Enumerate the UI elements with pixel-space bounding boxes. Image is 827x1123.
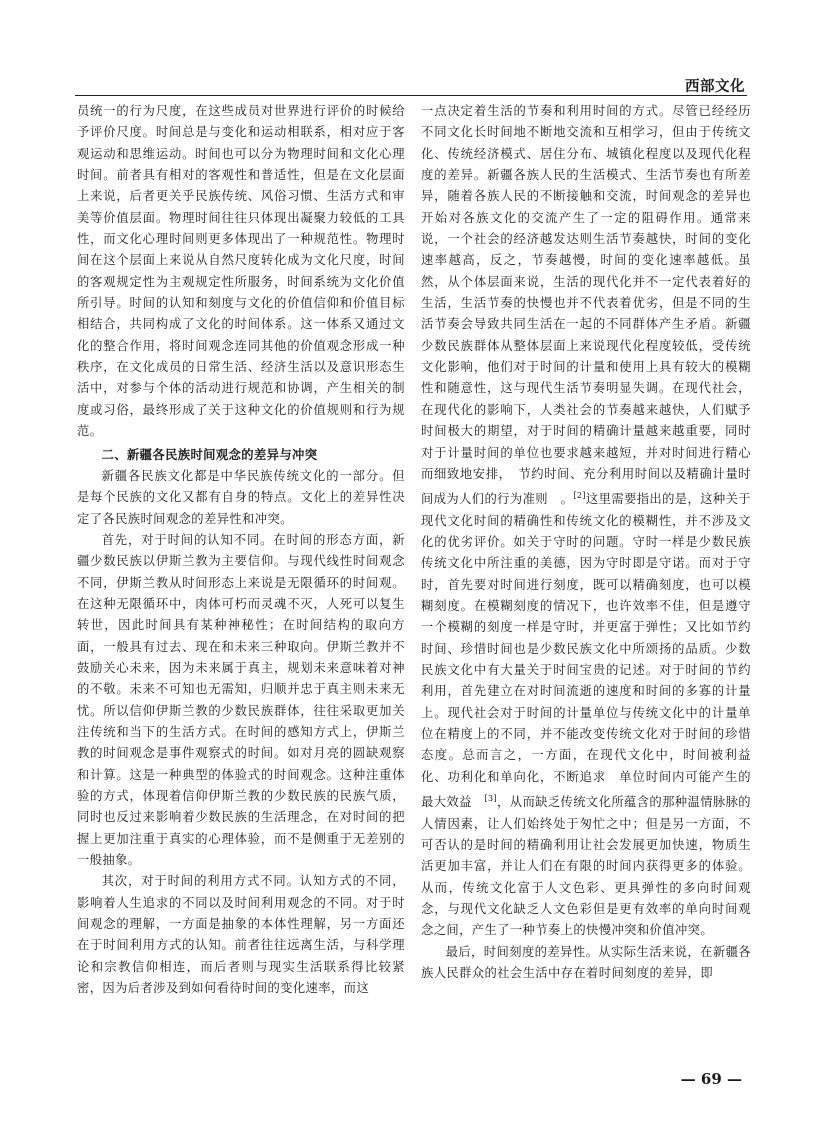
section-heading: 二、新疆各民族时间观念的差异与冲突 — [101, 447, 318, 462]
citation-2: [2] — [573, 491, 586, 501]
right-column — [421, 101, 751, 984]
paragraph: 新疆各民族文化都是中华民族传统文化的一部分。但是每个民族的文化又都有自身的特点。文化上的差异性决定了各民族时间观念的差异性和冲突。 — [77, 468, 405, 526]
paragraph-continued — [421, 101, 751, 942]
page-number: — 69 — — [680, 1070, 742, 1088]
paragraph: 首先，对于时间的认知不同。在时间的形态方面，新疆少数民族以伊斯兰教为主要信仰。与现代线性时间观念不同，伊斯兰教从时间形态上来说是无限循环的时间观。在这种无限循环中，肉体可朽而灵魂不灭，人死可以复生转世，因此时间具有某种神秘性；在时间结构的取向方面，一般具有过去、现在和未来三种取向。伊斯兰教并不鼓励关心未来，因为未来属于真主，规划未来意味着对神的不敬。未来不可知也无需知，归顺并忠于真主则未来无忧。所以信仰伊斯兰教的少数民族群体，往往采取更加关注传统和当下的生活方式。在时间的感知方式上，伊斯兰教的时间观念是事件观察式的时间。如对月亮的圆缺观察和计算。这是一种典型的体验式的时间观念。这种注重体验的方式，体现着信仰伊斯兰教的少数民族的民族气质，同时也反过来影响着少数民族的生活理念，在对时间的把握上更加注重于真实的心理体验，而不是侧重于无差别的一般抽象。 — [77, 532, 405, 868]
left-column — [77, 101, 405, 999]
paragraph-continued: 员统一的行为尺度，在这些成员对世界进行评价的时候给予评价尺度。时间总是与变化和运动相联系，相对应于客观运动和思维运动。时间也可以分为物理时间和文化心理时间。前者具有相对的客观性和普适性，但是在文化层面上来说，后者更关乎民族传统、风俗习惯、生活方式和审美等价值层面。物理时间往往只体现出凝聚力较低的工具性，而文化心理时间则更多体现出了一种规范性。物理时间在这个层面上来说从自然尺度转化成为文化尺度，时间的客观规定性为主观规定性所服务，时间系统为文化价值所引导。时间的认知和刻度与文化的价值信仰和价值目标相结合，共同构成了文化的时间体系。这一体系又通过文化的整合作用，将时间观念连同其他的价值观念形成一种秩序，在文化成员的日常生活、经济生活以及意识形态生活中，对参与个体的活动进行规范和协调，产生相关的制度或习俗，最终形成了关于这种文化的价值规则和行为规范。 — [77, 104, 405, 439]
journal-section-title: 西部文化 — [685, 79, 745, 95]
header-rule — [75, 95, 747, 96]
paragraph-text: 这里需要指出的是，这种关于现代文化时间的精确性和传统文化的模糊性，并不涉及文化的优劣评价。如关于守时的问题。守时一样是少数民族传统文化中所注重的美德，因为守时即是守诺。而对于守时，首先要对时间进行刻度，既可以精确刻度，也可以模糊刻度。在模糊刻度的情况下，也许效率不佳，但是遵守一个模糊的刻度一样是守时，并更富于弹性；又比如节约时间、珍惜时间也是少数民族文化中所颂扬的品质。少数民族文化中有大量关于时间宝贵的记述。对于时间的节约利用，首先建立在对时间流逝的速度和时间的多寡的计量上。现代社会对于时间的计量单位与传统文化中的计量单位在精度上的不同，并不能改变传统文化对于时间的珍惜态度。总而言之，一方面，在现代文化中，时间被利益化、功利化和单向化，不断追求 单位时间内可能产生的最大效益 — [421, 492, 751, 810]
paragraph: 最后，时间刻度的差异性。从实际生活来说，在新疆各族人民群众的社会生活中存在着时间刻度的差异，即 — [421, 944, 751, 980]
paragraph-text: 一点决定着生活的节奏和利用时间的方式。尽管已经经历不同文化长时间地不断地交流和互相学习，但由于传统文化、传统经济模式、居住分布、城镇化程度以及现代化程度的差异。新疆各族人民的生活模式、生活节奏也有所差异，随着各族人民的不断接触和交流，时间观念的差异也开始对各族文化的交流产生了一定的阻碍作用。通常来说，一个社会的经济越发达则生活节奏越快，时间的变化速率越高，反之，节奏越慢，时间的变化速率越低。虽然，从个体层面来说，生活的现代化并不一定代表着好的生活，生活节奏的快慢也并不代表着优劣，但是不同的生活节奏会导致共同生活在一起的不同群体产生矛盾。新疆少数民族群体从整体层面上来说现代化程度较低，受传统文化影响，他们对于时间的计量和使用上具有较大的模糊性和随意性，这与现代生活节奏明显失调。在现代社会，在现代化的影响下，人类社会的节奏越来越快，人们赋予时间极大的期望，对于时间的精确计量越来越重要，同时对于计量时间的单位也要求越来越短，并对时间进行精心而细致地安排， 节约时间、充分利用时间以及精确计量时间成为人们的行为准则 。 — [421, 104, 751, 507]
paragraph-text: ，从而缺乏传统文化所蕴含的那种温情脉脉的人情因素，让人们始终处于匆忙之中；但是另一方面，不可否认的是时间的精确利用让社会发展更加快速，物质生活更加丰富，并让人们在有限的时间内获得更多的体验。从而，传统文化富于人文色彩、更具弹性的多向时间观念，与现代文化缺乏人文色彩但是更有效率的单向时间观念之间，产生了一种节奏上的快慢冲突和价值冲突。 — [421, 795, 751, 938]
paragraph: 其次，对于时间的利用方式不同。认知方式的不同，影响着人生追求的不同以及时间利用观念的不同。对于时间观念的理解，一方面是抽象的本体性理解，另一方面还在于时间利用方式的认知。前者往往远离生活，与科学理论和宗教信仰相连，而后者则与现实生活联系得比较紧密，因为后者涉及到如何看待时间的变化速率，而这 — [77, 874, 405, 996]
citation-3: [3] — [484, 794, 498, 804]
